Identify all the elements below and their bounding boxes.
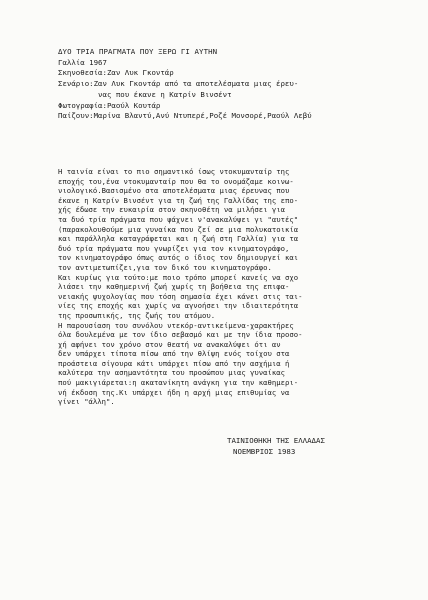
- text-line: (παρακολουθούμε μια γυναίκα που ζεί σε μια πολυκατοικία: [58, 224, 299, 234]
- film-credits: [58, 68, 418, 122]
- text-line: χή αφήνει τον χρόνο στον θεατή να αναкαλύψει ότι αν: [58, 339, 281, 349]
- credit-director: Σκηνοθεσία:Ζαν Λυκ Γκοντάρ: [58, 68, 174, 78]
- credit-photography: Φωτογραφία:Ραούλ Κουτάρ: [58, 100, 161, 110]
- text-line: δυό τρία πράγματα που γνωρίζει για τον κινηματογράφο,: [58, 243, 290, 253]
- text-line: Η παρουσίαση του συνόλου ντεκόρ-αντικείμενα-χαρακτήρες: [58, 320, 294, 330]
- text-line: νίες της εποχής και χωρίς να αγνοήσει την ιδιαιτερότητα: [58, 301, 299, 311]
- text-line: γίνει "άλλη".: [58, 397, 115, 407]
- review-text: [58, 167, 420, 407]
- signature-block: [227, 435, 407, 457]
- text-line: και παράλληλα καταγράφεται και η ζωή στη Γαλλία) για τα: [58, 234, 299, 244]
- text-line: πού μακιγιάρεται:η ακατανίκητη ανάγκη για την καθημερι-: [58, 378, 299, 388]
- text-line: τον κινηματογράφο όπως αυτός ο ίδιος τον δημιουργεί και: [58, 253, 299, 263]
- credit-screenplay-cont: νας που έκανε η Κατρίν Βινσέντ: [58, 89, 232, 99]
- document-header: [58, 47, 418, 122]
- credit-screenplay: Σενάριο:Ζαν Λυκ Γκοντάρ από τα αποτελέσματα μιας έρευ-: [58, 79, 299, 89]
- text-line: εποχής του,ένα ντοκυμανταίρ που θα το ονομάζαμε κοινω-: [58, 176, 294, 186]
- signature-org: ΤΑΙΝΙΟΘΗΚΗ ΤΗΣ ΕΛΛΑΔΑΣ: [227, 436, 325, 445]
- text-line: όλα δουλεμένα με τον ίδιο σεβασμό και με την ίδια προσο-: [58, 330, 303, 340]
- text-line: Και κυρίως για τούτο:με ποιο τρόπο μπορεί κανείς να σχο: [58, 272, 299, 282]
- film-country-year: Γαλλία 1967: [58, 57, 107, 67]
- text-line: προάστεια σίγουρα κάτι υπάρχει πίσω από την ασχήμια ή: [58, 358, 290, 368]
- text-line: Η ταινία είναι το πιο σημαντικό ίσως ντοκυμανταίρ της: [58, 167, 290, 176]
- text-line: τον αντιμετωπίζει,για τον δικό του κινηματογράφο.: [58, 262, 272, 272]
- text-line: νιολογικό.Βασισμένο στα αποτελέσματα μιας έρευνας που: [58, 186, 290, 196]
- text-line: τα δυό τρία πράγματα που ψάχνει ν'αναкαλύψει γι "αυτές": [58, 214, 299, 224]
- text-line: χής έδωσε την ευκαιρία στον σκηνοθέτη να μιλήσει για: [58, 205, 285, 215]
- text-line: της προσωπικής, της ζωής του ατόμου.: [58, 310, 216, 320]
- film-title: ΔΥΟ ΤΡΙΑ ΠΡΑΓΜΑΤΑ ΠΟΥ ΞΕΡΩ ΓΙ ΑΥΤΗΝ: [58, 47, 218, 56]
- text-line: νειακής ψυχολογίας που τόση σημασία έχει κάνει στις ται-: [58, 291, 303, 301]
- text-line: δεν υπάρχει τίποτα πίσω από την θλίψη ενός τοίχου στα: [58, 349, 290, 359]
- signature-date: ΝΟΕΜΒΡΙΟΣ 1983: [233, 447, 296, 456]
- text-line: λιάσει την καθημερινή ζωή χωρίς τη βοήθεια της επιφα-: [58, 282, 290, 292]
- text-line: έκανε η Κατρίν Βινσέντ για τη ζωή της Γαλλίδας της επο-: [58, 195, 299, 205]
- text-line: νή έκδοση της.Κι υπάρχει ήδη η αρχή μιας επιθυμίας να: [58, 387, 290, 397]
- text-line: καλύτερα την ασημαντότητα του προσώπου μιας γυναίκας: [58, 368, 285, 378]
- credit-cast: Παίζουν:Μαρίνα Βλαντύ,Ανύ Ντυπερέ,Ροζέ Μονσορέ,Ραούλ Λεβύ: [58, 111, 312, 121]
